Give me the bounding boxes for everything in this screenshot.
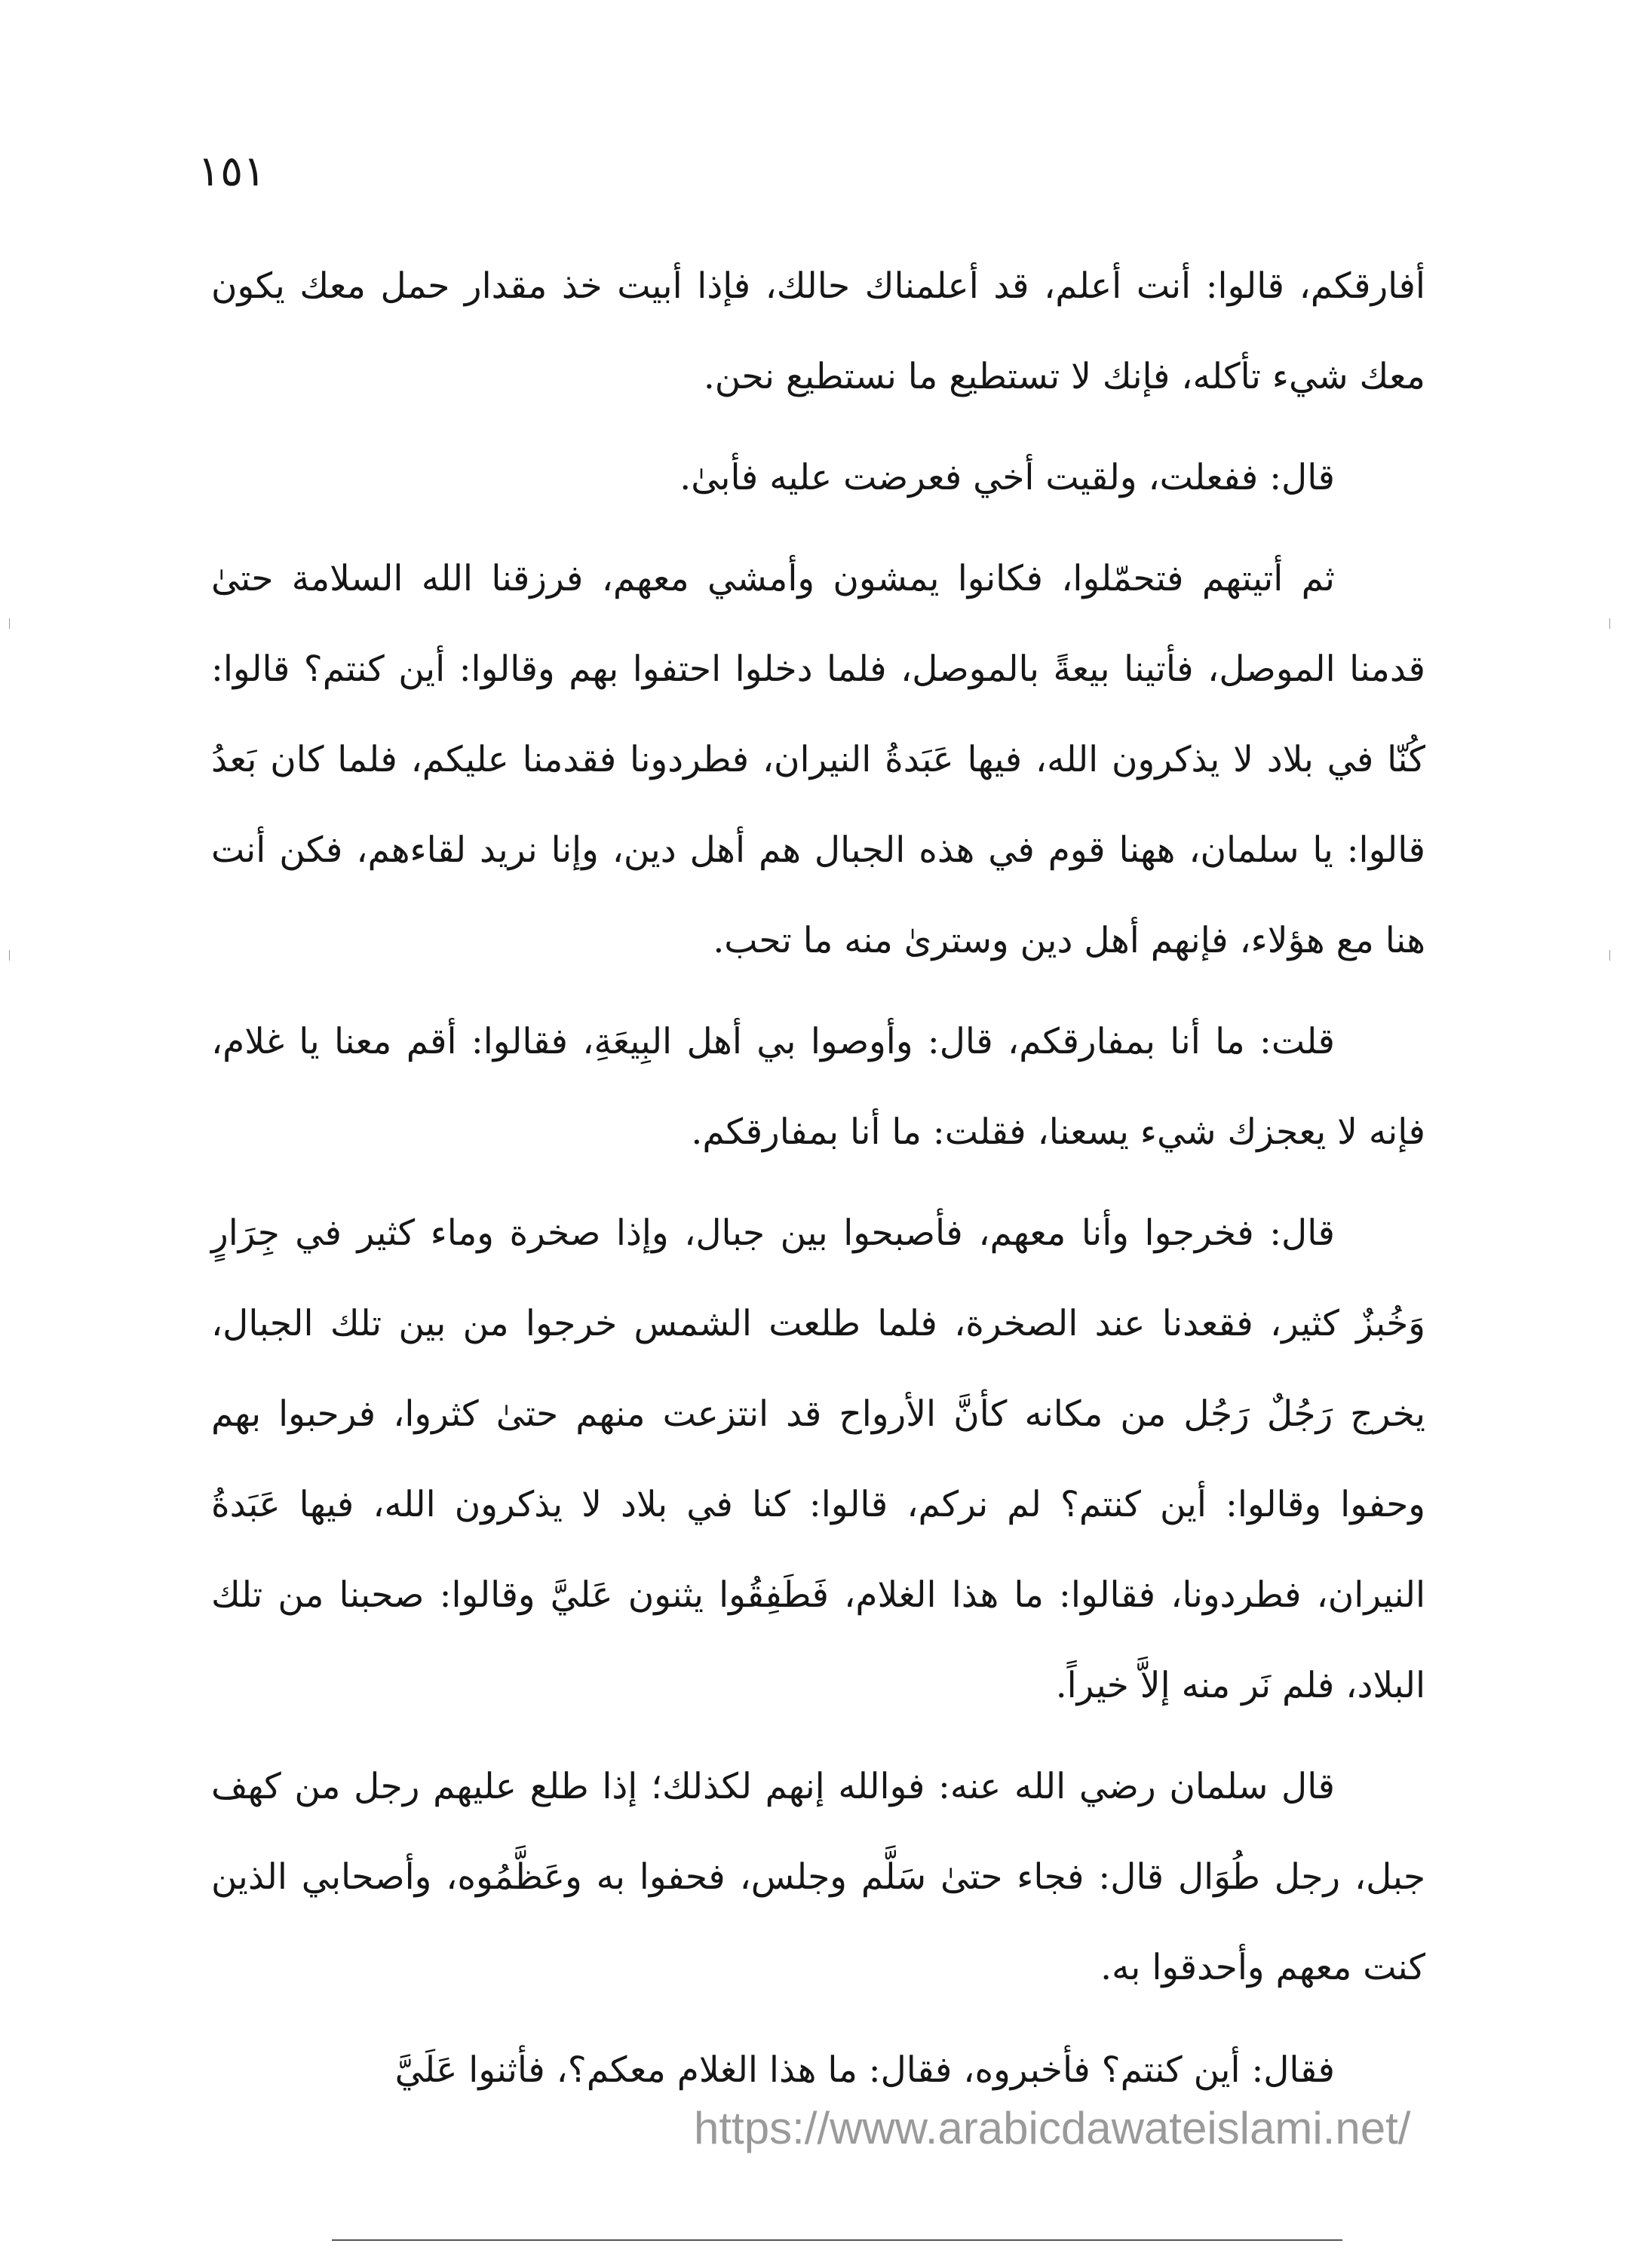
paragraph-7: فقال: أين كنتم؟ فأخبروه، فقال: ما هذا الغلام معكم؟، فأثنوا عَلَيَّ xyxy=(394,2049,1335,2091)
paragraph-5: قال: فخرجوا وأنا معهم، فأصبحوا بين جبال، وإذا صخرة وماء كثير في جِرَارٍ وَخُبزٌ كثير، فقعدنا عند الصخرة، فلما طلعت الشمس خرجوا من بين تلك الجبال، يخرج رَجُلٌ رَجُل من مكانه كأنَّ الأرواح قد انتزعت منهم حتىٰ كثروا، فرحبوا بهم وحفوا وقالوا: أين كنتم؟ لم نركم، قالوا: كنا في بلاد لا يذكرون الله، فيها عَبَدةُ النيران، فطردونا، فقالوا: ما هذا الغلام، فَطَفِقُوا يثنون عَليَّ وقالوا: صحبنا من تلك البلاد، فلم نَر منه إلاَّ خيراً. xyxy=(211,1212,1425,1706)
paragraph-3: ثم أتيتهم فتحمّلوا، فكانوا يمشون وأمشي معهم، فرزقنا الله السلامة حتىٰ قدمنا الموصل، فأتينا بيعةً بالموصل، فلما دخلوا احتفوا بهم وقالوا: أين كنتم؟ قالوا: كُنّا في بلاد لا يذكرون الله، فيها عَبَدةُ النيران، فطردونا فقدمنا عليكم، فلما كان بَعدُ قالوا: يا سلمان، ههنا قوم في هذه الجبال هم أهل دين، وإنا نريد لقاءهم، فكن أنت هنا مع هؤلاء، فإنهم أهل دين وسترىٰ منه ما تحب. xyxy=(211,558,1425,961)
paragraph-1: أفارقكم، قالوا: أنت أعلم، قد أعلمناك حالك، فإذا أبيت خذ مقدار حمل معك يكون معك شيء تأكله، فإنك لا تستطيع ما نستطيع نحن. xyxy=(211,265,1425,397)
margin-tick xyxy=(1609,618,1610,629)
paragraph-4: قلت: ما أنا بمفارقكم، قال: وأوصوا بي أهل البِيعَةِ، فقالوا: أقم معنا يا غلام، فإنه لا يعجزك شيء يسعنا، فقلت: ما أنا بمفارقكم. xyxy=(211,1021,1425,1153)
margin-tick xyxy=(9,618,10,629)
watermark-url: https://www.arabicdawateislami.net/ xyxy=(694,2103,1411,2153)
margin-tick xyxy=(9,950,10,961)
bottom-rule xyxy=(332,2239,1342,2241)
paragraph-2: قال: ففعلت، ولقيت أخي فعرضت عليه فأبىٰ. xyxy=(680,457,1335,498)
margin-tick xyxy=(1609,950,1610,961)
paragraph-6: قال سلمان رضي الله عنه: فوالله إنهم لكذلك؛ إذا طلع عليهم رجل من كهف جبل، رجل طُوَال قال: فجاء حتىٰ سَلَّم وجلس، فحفوا به وعَظَّمُوه، وأصحابي الذين كنت معهم وأحدقوا به. xyxy=(211,1766,1425,1988)
body-text xyxy=(211,241,1425,2116)
page-number: ١٥١ xyxy=(198,147,266,196)
